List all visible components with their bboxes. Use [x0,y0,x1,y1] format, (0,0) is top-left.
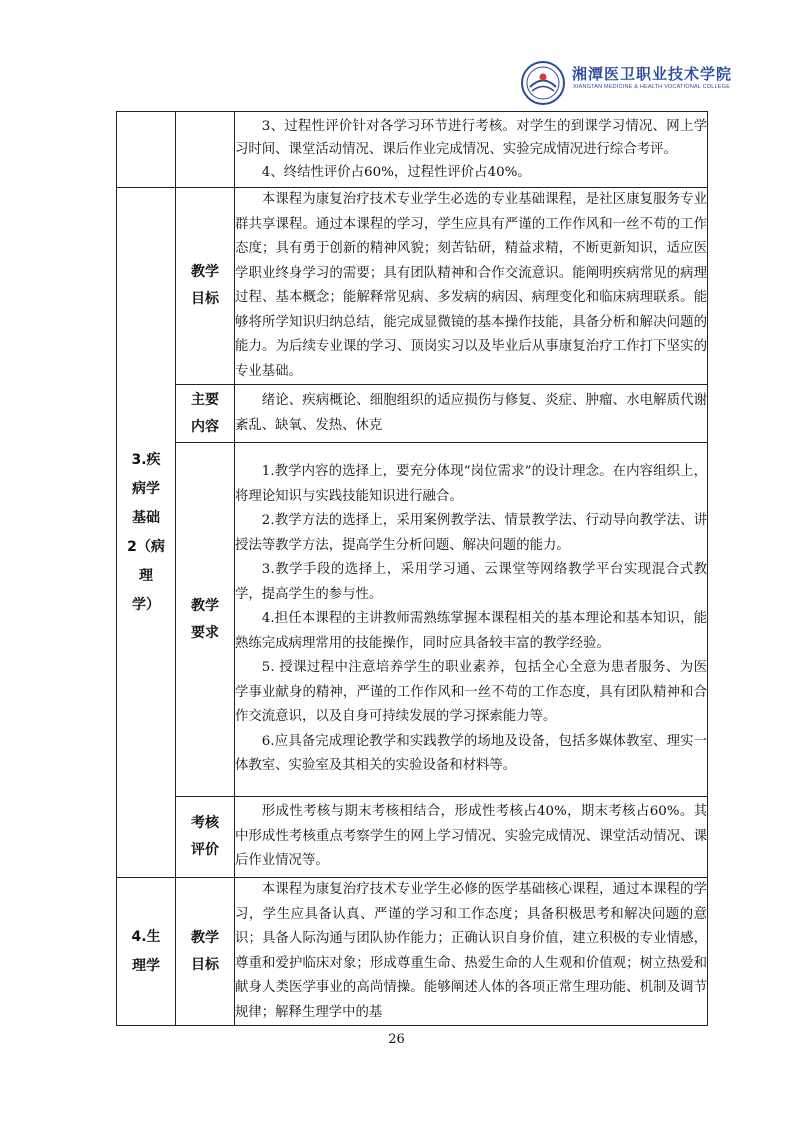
school-name-en: XIANGTAN MEDICINE & HEALTH VOCATIONAL COLLEGE [573,84,731,90]
main-content-label: 主要 内容 [176,385,235,443]
table-row [117,188,708,385]
table-row [117,443,708,797]
prev-assessment-cell [235,112,708,188]
empty-course-cell [117,112,176,188]
teaching-goal-label: 教学 目标 [176,878,235,1026]
table-row [117,878,708,1026]
table-row [117,112,708,188]
teaching-goal-label: 教学 目标 [176,188,235,385]
college-seal-icon [520,60,566,106]
assessment-line: 4、终结性评价占60%，过程性评价占40%。 [261,165,531,180]
list-item: 3.教学手段的选择上，采用学习通、云课堂等网络教学平台实现混合式教学，提高学生的参与性。 [235,562,707,602]
course-name-physiology: 4.生 理学 [117,878,176,1026]
list-item: 4.担任本课程的主讲教师需熟练掌握本课程相关的基本理论和基本知识，能熟练完成病理常用的技能操作，同时应具备较丰富的教学经验。 [235,611,707,651]
page-header [520,60,733,106]
list-item: 5. 授课过程中注意培养学生的职业素养，包括全心全意为患者服务、为医学事业献身的精神，严谨的工作作风和一丝不苟的工作态度，具有团队精神和合作交流意识，以及自身可持续发展的学习探索能力等。 [235,660,707,725]
course-table [116,111,708,1026]
page-number: 26 [388,1032,405,1047]
list-item: 1.教学内容的选择上，要充分体现“岗位需求”的设计理念。在内容组织上，将理论知识与实践技能知识进行融合。 [235,464,707,504]
school-name-cn: 湘潭医卫职业技术学院 [572,65,733,83]
empty-label-cell [176,112,235,188]
teaching-requirement-label: 教学 要求 [176,443,235,797]
table-row [117,797,708,878]
course-name-pathology: 3.疾 病学 基础 2（病 理 学） [117,188,176,878]
main-content-text: 绪论、疾病概论、细胞组织的适应损伤与修复、炎症、肿瘤、水电解质代谢紊乱、缺氧、发热、休克 [235,385,708,443]
table-row [117,385,708,443]
assessment-line: 3、过程性评价针对各学习环节进行考核。对学生的到课学习情况、网上学习时间、课堂活动情况、课后作业完成情况、实验完成情况进行综合考评。 [235,119,707,157]
teaching-requirement-text [235,443,708,797]
teaching-goal-text: 本课程为康复治疗技术专业学生必修的医学基础核心课程，通过本课程的学习，学生应具备认真、严谨的学习和工作态度；具备积极思考和解决问题的意识；具备人际沟通与团队协作能力；正确认识自身价值，建立积极的专业情感，尊重和爱护临床对象；形成尊重生命、热爱生命的人生观和价值观；树立热爱和献身人类医学事业的高尚情操。能够阐述人体的各项正常生理功能、机制及调节规律；解释生理学中的基 [235,878,708,1026]
teaching-goal-text: 本课程为康复治疗技术专业学生必选的专业基础课程，是社区康复服务专业群共享课程。通过本课程的学习，学生应具有严谨的工作作风和一丝不苟的工作态度；具有勇于创新的精神风貌；刻苦钻研，精益求精，不断更新知识，适应医学职业终身学习的需要；具有团队精神和合作交流意识。能阐明疾病常见的病理过程、基本概念；能解释常见病、多发病的病因、病理变化和临床病理联系。能够将所学知识归纳总结，能完成显微镜的基本操作技能，具备分析和解决问题的能力。为后续专业课的学习、顶岗实习以及毕业后从事康复治疗工作打下坚实的专业基础。 [235,188,708,385]
assessment-evaluation-text: 形成性考核与期末考核相结合，形成性考核占40%，期末考核占60%。其中形成性考核重点考察学生的网上学习情况、实验完成情况、课堂活动情况、课后作业情况等。 [235,797,708,878]
list-item: 2.教学方法的选择上，采用案例教学法、情景教学法、行动导向教学法、讲授法等教学方法，提高学生分析问题、解决问题的能力。 [235,513,707,553]
list-item: 6.应具备完成理论教学和实践教学的场地及设备，包括多媒体教室、理实一体教室、实验室及其相关的实验设备和材料等。 [235,733,707,774]
assessment-evaluation-label: 考核 评价 [176,797,235,878]
